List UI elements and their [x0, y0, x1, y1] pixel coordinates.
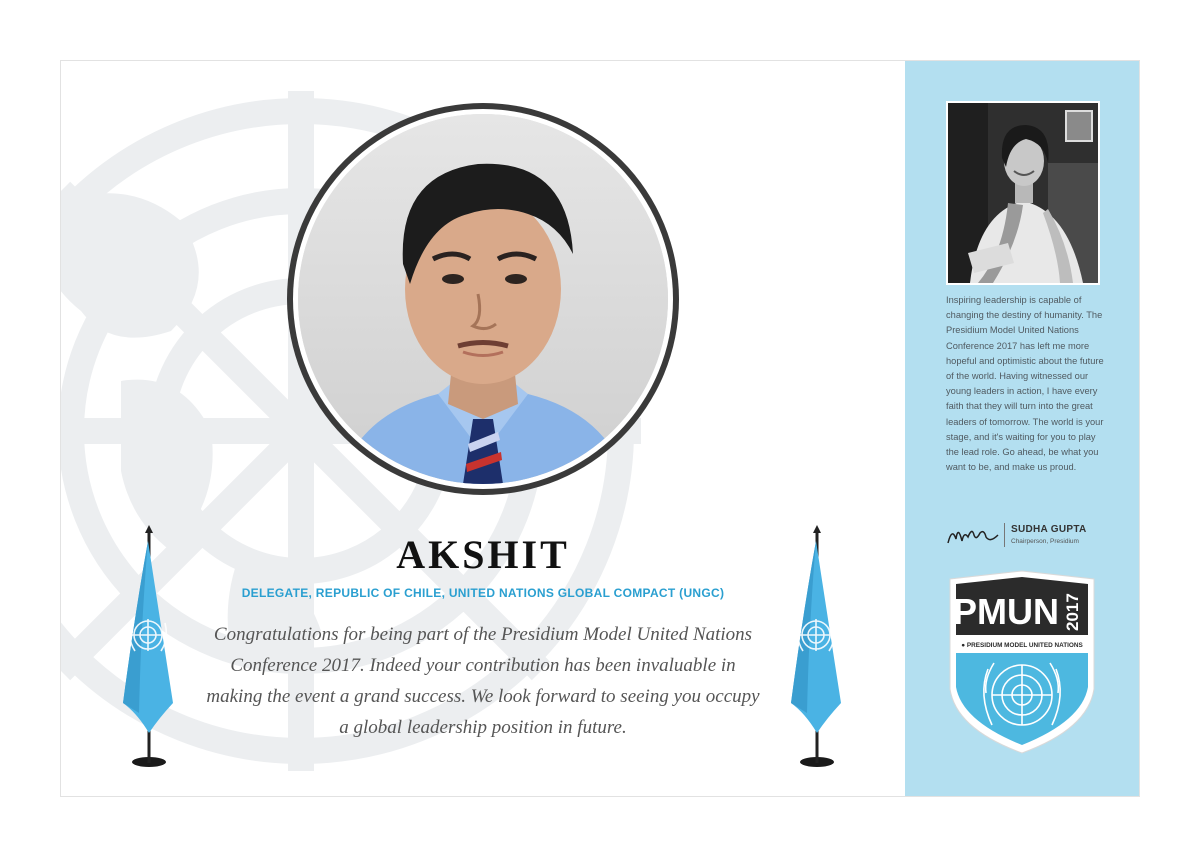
- logo-subtitle: ● PRESIDIUM MODEL UNITED NATIONS: [961, 642, 1083, 649]
- chairperson-quote: Inspiring leadership is capable of changing the destiny of humanity. The Presidium Model United Nations Conference 2017 has left me more hopeful and optimistic about the future of the world. Having witnessed our young leaders in action, I have every faith that they will turn into the great leaders of tomorrow. The world is your stage, and it's waiting for you to play the lead role. Go ahead, be what you want to be, and make us proud.: [946, 295, 1104, 473]
- delegate-photo: [298, 114, 668, 484]
- signatory-name: SUDHA GUPTA: [1011, 524, 1087, 535]
- signature-block: [946, 521, 1106, 549]
- certificate-main: [61, 61, 905, 796]
- un-flag-right-icon: [787, 523, 847, 773]
- portrait-frame: [287, 103, 679, 495]
- logo-main-text: PMUN: [953, 591, 1059, 632]
- delegate-role: DELEGATE, REPUBLIC OF CHILE, UNITED NATIONS GLOBAL COMPACT (UNGC): [241, 586, 725, 600]
- certificate-card: [60, 60, 1140, 797]
- congratulation-message: Congratulations for being part of the Presidium Model United Nations Conference 2017. Indeed your contribution has been invaluable in making the event a grand success. We look forward to seeing you occupy a global leadership position in future.: [206, 624, 760, 738]
- signature-divider: [1004, 523, 1005, 547]
- sidebar-panel: [905, 61, 1139, 796]
- logo-year: 2017: [1063, 593, 1082, 631]
- delegate-name: AKSHIT: [396, 532, 570, 577]
- pmun-logo: [948, 569, 1096, 755]
- signature-mark: [946, 521, 1000, 549]
- chairperson-photo: [946, 101, 1100, 285]
- un-flag-left-icon: [119, 523, 179, 773]
- signatory-title: Chairperson, Presidium: [1011, 538, 1079, 545]
